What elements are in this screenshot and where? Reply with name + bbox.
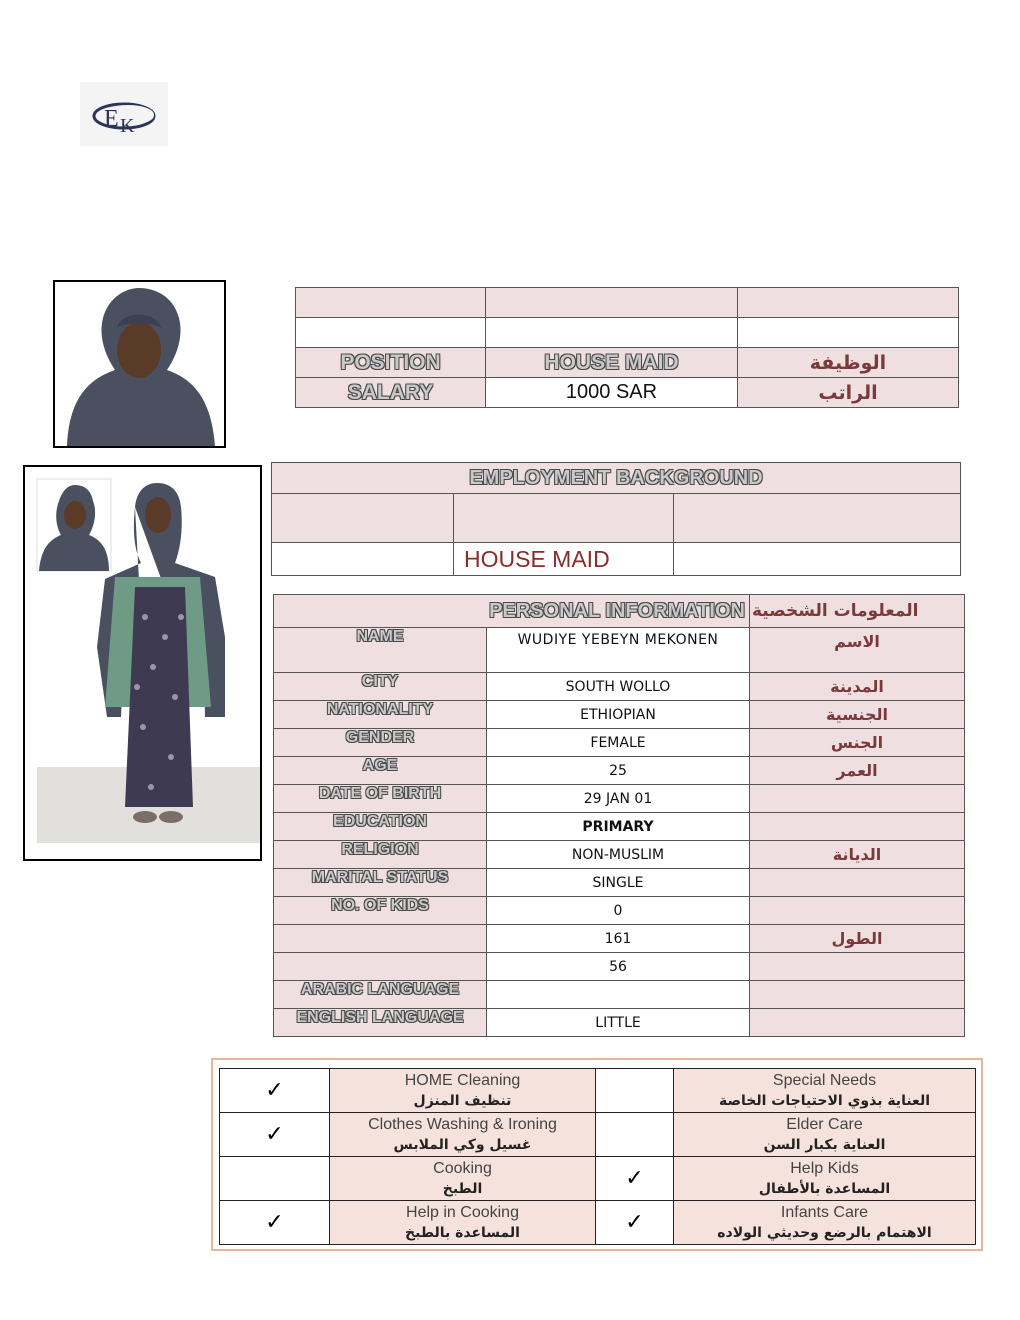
left-skill-cell — [330, 1157, 596, 1201]
field-value: SOUTH WOLLO — [487, 673, 750, 701]
personal-info-row — [274, 701, 965, 729]
personal-info-row — [274, 925, 965, 953]
field-label: EDUCATION — [274, 813, 487, 841]
skill-name: Elder Care — [786, 1115, 863, 1133]
field-label — [274, 925, 487, 953]
personal-info-row — [274, 729, 965, 757]
summary-table — [295, 287, 959, 408]
skill-name: Help Kids — [790, 1159, 859, 1177]
summary-blank-row — [296, 288, 959, 318]
left-skill-cell — [330, 1201, 596, 1245]
field-label-ar — [750, 869, 965, 897]
field-label: MARITAL STATUS — [274, 869, 487, 897]
field-label-ar: الاسم — [750, 628, 965, 673]
skill-name: Special Needs — [772, 1071, 877, 1089]
field-value: 0 — [487, 897, 750, 925]
skill-name-ar: الطبخ — [442, 1180, 483, 1197]
portrait-photo — [53, 280, 226, 448]
skill-name: Infants Care — [780, 1203, 869, 1221]
right-skill-checkbox — [596, 1069, 674, 1113]
personal-info-row — [274, 785, 965, 813]
field-label-ar — [750, 813, 965, 841]
field-label: NAME — [274, 628, 487, 673]
field-label-ar: المدينة — [750, 673, 965, 701]
personal-info-row — [274, 757, 965, 785]
field-value: FEMALE — [487, 729, 750, 757]
field-value: PRIMARY — [487, 813, 750, 841]
salary-label: SALARY — [296, 378, 486, 408]
company-logo — [80, 82, 168, 146]
skill-name: Clothes Washing & Ironing — [368, 1115, 557, 1133]
skill-name-ar: المساعدة بالطبخ — [405, 1224, 520, 1241]
employment-table — [271, 462, 961, 576]
salary-value: 1000 SAR — [486, 378, 738, 408]
skill-name-ar: العناية بكبار السن — [763, 1136, 886, 1153]
skill-row — [220, 1069, 976, 1113]
right-skill-checkbox — [596, 1113, 674, 1157]
field-label: CITY — [274, 673, 487, 701]
field-label-ar — [750, 981, 965, 1009]
field-label-ar: العمر — [750, 757, 965, 785]
field-label: GENDER — [274, 729, 487, 757]
right-skill-cell — [674, 1069, 976, 1113]
svg-text:K: K — [120, 115, 135, 137]
field-value: LITTLE — [487, 1009, 750, 1037]
skill-name-ar: المساعدة بالأطفال — [758, 1180, 891, 1197]
position-row — [296, 348, 959, 378]
field-label-ar — [750, 953, 965, 981]
left-skill-cell — [330, 1113, 596, 1157]
svg-text:E: E — [104, 106, 119, 132]
field-label-ar — [750, 1009, 965, 1037]
field-value: ETHIOPIAN — [487, 701, 750, 729]
right-skill-cell — [674, 1113, 976, 1157]
field-value: 56 — [487, 953, 750, 981]
field-value: WUDIYE YEBEYN MEKONEN — [487, 628, 750, 673]
field-label-ar: الجنس — [750, 729, 965, 757]
field-value: SINGLE — [487, 869, 750, 897]
personal-info-row — [274, 953, 965, 981]
skill-name-ar: العناية بذوي الاحتياجات الخاصة — [718, 1092, 930, 1109]
skill-row — [220, 1157, 976, 1201]
skill-name-ar: غسيل وكي الملابس — [393, 1136, 532, 1153]
personal-info-row — [274, 869, 965, 897]
field-value: NON-MUSLIM — [487, 841, 750, 869]
full-body-photo — [23, 465, 262, 861]
skill-name: Help in Cooking — [406, 1203, 519, 1221]
field-label: DATE OF BIRTH — [274, 785, 487, 813]
summary-blank-row — [296, 318, 959, 348]
personal-info-row — [274, 1009, 965, 1037]
field-label: AGE — [274, 757, 487, 785]
checkmark-icon: ✓ — [265, 1210, 284, 1235]
field-value: 29 JAN 01 — [487, 785, 750, 813]
personal-info-table — [273, 594, 965, 1037]
personal-info-row — [274, 673, 965, 701]
position-label: POSITION — [296, 348, 486, 378]
right-skill-checkbox — [596, 1201, 674, 1245]
field-label: ARABIC LANGUAGE — [274, 981, 487, 1009]
personal-info-row — [274, 897, 965, 925]
field-label-ar — [750, 897, 965, 925]
skill-name-ar: تنظيف المنزل — [413, 1092, 512, 1109]
field-label-ar — [750, 785, 965, 813]
field-label: NATIONALITY — [274, 701, 487, 729]
personal-info-row — [274, 981, 965, 1009]
left-skill-checkbox — [220, 1201, 330, 1245]
field-label-ar: الطول — [750, 925, 965, 953]
personal-info-row — [274, 813, 965, 841]
personal-info-row — [274, 841, 965, 869]
salary-label-ar: الراتب — [738, 378, 959, 408]
left-skill-checkbox — [220, 1113, 330, 1157]
left-skill-cell — [330, 1069, 596, 1113]
field-label: RELIGION — [274, 841, 487, 869]
right-skill-cell — [674, 1201, 976, 1245]
employment-entry — [674, 543, 961, 576]
field-label-ar: الديانة — [750, 841, 965, 869]
employment-entry — [272, 543, 454, 576]
checkmark-icon: ✓ — [625, 1210, 644, 1235]
checkmark-icon: ✓ — [265, 1122, 284, 1147]
personal-info-title: PERSONAL INFORMATION — [489, 599, 745, 622]
skill-row — [220, 1201, 976, 1245]
left-skill-checkbox — [220, 1157, 330, 1201]
field-value: 161 — [487, 925, 750, 953]
left-skill-checkbox — [220, 1069, 330, 1113]
employment-title: EMPLOYMENT BACKGROUND — [272, 463, 961, 494]
skills-table — [219, 1068, 976, 1245]
field-value — [487, 981, 750, 1009]
field-label-ar: الجنسية — [750, 701, 965, 729]
salary-row — [296, 378, 959, 408]
personal-info-header — [274, 595, 965, 628]
right-skill-cell — [674, 1157, 976, 1201]
position-label-ar: الوظيفة — [738, 348, 959, 378]
skill-name: Cooking — [433, 1159, 492, 1177]
checkmark-icon: ✓ — [625, 1166, 644, 1191]
field-label — [274, 953, 487, 981]
skill-row — [220, 1113, 976, 1157]
position-value: HOUSE MAID — [486, 348, 738, 378]
right-skill-checkbox — [596, 1157, 674, 1201]
personal-info-row — [274, 628, 965, 673]
checkmark-icon: ✓ — [265, 1078, 284, 1103]
field-label: NO. OF KIDS — [274, 897, 487, 925]
skills-box — [211, 1058, 983, 1251]
skill-name: HOME Cleaning — [404, 1071, 521, 1089]
personal-info-title-ar: المعلومات الشخصية — [752, 601, 919, 621]
skill-name-ar: الاهتمام بالرضع وحديثي الولاده — [717, 1224, 932, 1241]
field-label: ENGLISH LANGUAGE — [274, 1009, 487, 1037]
field-value: 25 — [487, 757, 750, 785]
employment-entry: HOUSE MAID — [454, 543, 674, 576]
